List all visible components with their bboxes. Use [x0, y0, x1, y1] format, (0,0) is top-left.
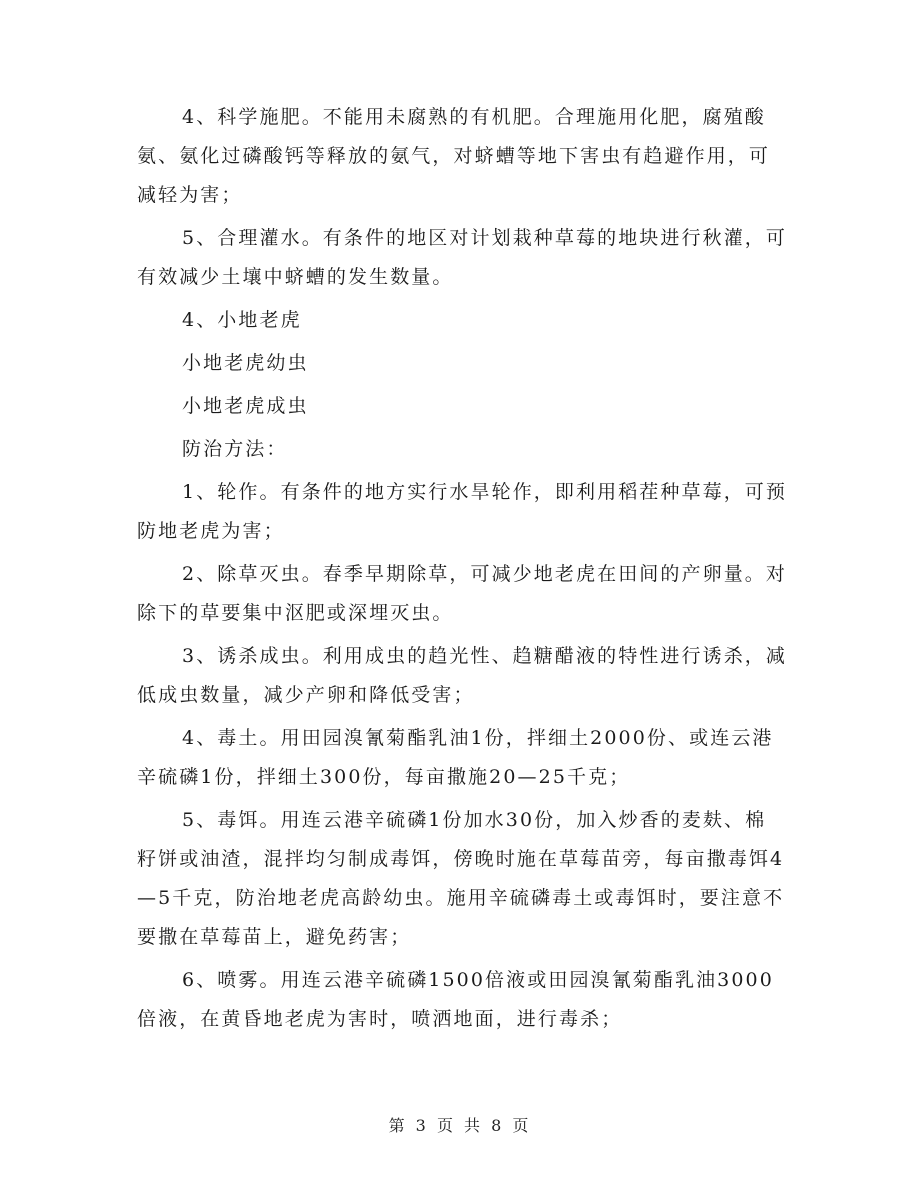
paragraph-poison-soil: 4、毒土。用田园溴氰菊酯乳油1份，拌细土2000份、或连云港辛硫磷1份，拌细土300份，每亩撒施20—25千克； [137, 727, 774, 788]
subheading-control-methods: 防治方法： [182, 438, 288, 460]
paragraph-trapping: 3、诱杀成虫。利用成虫的趋光性、趋糖醋液的特性进行诱杀，减低成虫数量，减少产卵和降低受害； [137, 645, 787, 706]
paragraph-rotation: 1、轮作。有条件的地方实行水旱轮作，即利用稻茬种草莓，可预防地老虎为害； [137, 481, 787, 542]
paragraph-irrigation: 5、合理灌水。有条件的地区对计划栽种草莓的地块进行秋灌，可有效减少土壤中蛴螬的发生数量。 [137, 227, 787, 288]
paragraph-spraying: 6、喷雾。用连云港辛硫磷1500倍液或田园溴氰菊酯乳油3000倍液，在黄昏地老虎为害时，喷洒地面，进行毒杀； [137, 969, 774, 1030]
caption-cutworm-adult: 小地老虎成虫 [182, 395, 309, 417]
page-number-footer: 第 3 页 共 8 页 [388, 1116, 532, 1135]
section-heading-cutworm: 4、小地老虎 [182, 309, 302, 331]
caption-cutworm-larva: 小地老虎幼虫 [182, 352, 309, 374]
document-body [137, 98, 787, 1043]
paragraph-weeding: 2、除草灭虫。春季早期除草，可减少地老虎在田间的产卵量。对除下的草要集中沤肥或深埋灭虫。 [137, 563, 787, 624]
paragraph-poison-bait: 5、毒饵。用连云港辛硫磷1份加水30份，加入炒香的麦麸、棉籽饼或油渣，混拌均匀制成毒饵，傍晚时施在草莓苗旁，每亩撒毒饵4—5千克，防治地老虎高龄幼虫。施用辛硫磷毒土或毒饵时，要注意不要撒在草莓苗上，避免药害； [137, 809, 785, 948]
paragraph-fertilization: 4、科学施肥。不能用未腐熟的有机肥。合理施用化肥，腐殖酸氨、氨化过磷酸钙等释放的氨气，对蛴螬等地下害虫有趋避作用，可减轻为害； [137, 106, 771, 206]
